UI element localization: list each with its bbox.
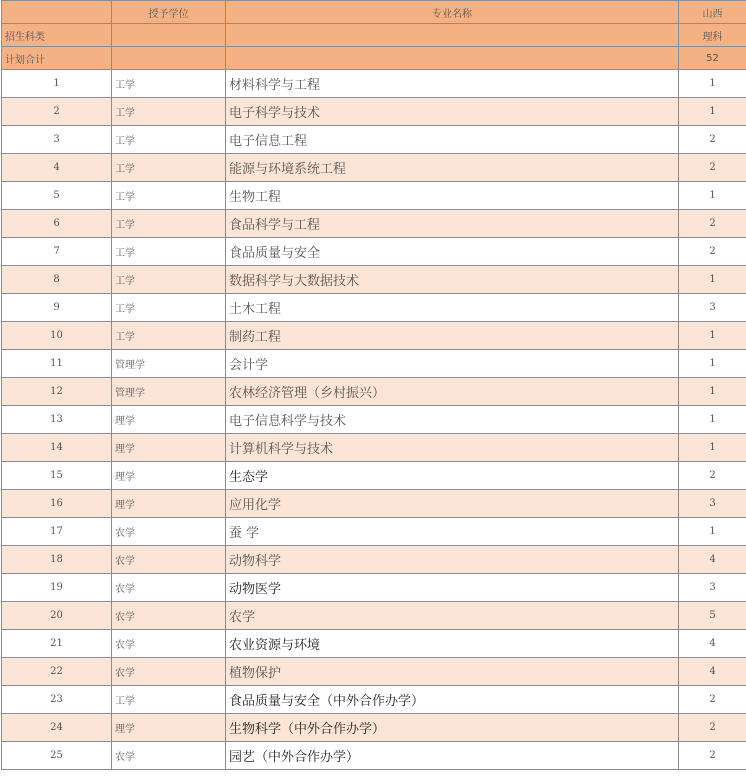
table-row xyxy=(2,630,746,658)
row-count: 2 xyxy=(679,742,746,770)
row-degree: 工学 xyxy=(112,210,226,238)
row-major: 电子信息工程 xyxy=(226,126,679,154)
category-blank-major xyxy=(226,24,679,47)
row-degree: 工学 xyxy=(112,182,226,210)
row-number: 11 xyxy=(2,350,112,378)
row-count: 1 xyxy=(679,378,746,406)
row-count: 2 xyxy=(679,126,746,154)
row-degree: 农学 xyxy=(112,602,226,630)
row-major: 电子科学与技术 xyxy=(226,98,679,126)
row-count: 4 xyxy=(679,658,746,686)
row-degree: 农学 xyxy=(112,742,226,770)
row-major: 农业资源与环境 xyxy=(226,630,679,658)
table-row xyxy=(2,210,746,238)
category-label: 招生科类 xyxy=(2,24,112,47)
table-row xyxy=(2,266,746,294)
row-count: 1 xyxy=(679,70,746,98)
row-number: 21 xyxy=(2,630,112,658)
row-number: 22 xyxy=(2,658,112,686)
row-degree: 工学 xyxy=(112,126,226,154)
header-province: 山西 xyxy=(679,1,746,24)
row-degree: 工学 xyxy=(112,98,226,126)
table-row xyxy=(2,70,746,98)
header-row xyxy=(2,1,746,24)
row-number: 1 xyxy=(2,70,112,98)
row-count: 2 xyxy=(679,462,746,490)
table-row xyxy=(2,434,746,462)
row-major: 园艺（中外合作办学） xyxy=(226,742,679,770)
row-degree: 工学 xyxy=(112,686,226,714)
row-count: 1 xyxy=(679,182,746,210)
row-degree: 理学 xyxy=(112,434,226,462)
row-count: 3 xyxy=(679,294,746,322)
row-number: 5 xyxy=(2,182,112,210)
row-count: 2 xyxy=(679,686,746,714)
row-number: 8 xyxy=(2,266,112,294)
row-number: 6 xyxy=(2,210,112,238)
row-number: 10 xyxy=(2,322,112,350)
row-major: 植物保护 xyxy=(226,658,679,686)
table-row xyxy=(2,546,746,574)
table-row xyxy=(2,126,746,154)
table-row xyxy=(2,154,746,182)
row-number: 23 xyxy=(2,686,112,714)
row-number: 3 xyxy=(2,126,112,154)
row-count: 1 xyxy=(679,350,746,378)
row-number: 18 xyxy=(2,546,112,574)
table-row xyxy=(2,98,746,126)
row-number: 17 xyxy=(2,518,112,546)
row-degree: 管理学 xyxy=(112,378,226,406)
row-major: 制药工程 xyxy=(226,322,679,350)
total-blank-degree xyxy=(112,47,226,70)
row-degree: 工学 xyxy=(112,322,226,350)
table-row xyxy=(2,406,746,434)
row-degree: 农学 xyxy=(112,518,226,546)
row-major: 土木工程 xyxy=(226,294,679,322)
table-row xyxy=(2,602,746,630)
row-major: 生物工程 xyxy=(226,182,679,210)
row-major: 生物科学（中外合作办学） xyxy=(226,714,679,742)
row-degree: 农学 xyxy=(112,658,226,686)
row-major: 数据科学与大数据技术 xyxy=(226,266,679,294)
table-row xyxy=(2,658,746,686)
row-degree: 农学 xyxy=(112,574,226,602)
row-count: 4 xyxy=(679,630,746,658)
row-degree: 理学 xyxy=(112,462,226,490)
row-major: 应用化学 xyxy=(226,490,679,518)
row-number: 4 xyxy=(2,154,112,182)
row-count: 2 xyxy=(679,210,746,238)
row-number: 16 xyxy=(2,490,112,518)
row-number: 7 xyxy=(2,238,112,266)
row-count: 2 xyxy=(679,714,746,742)
header-corner-cell xyxy=(2,1,112,24)
table-row xyxy=(2,462,746,490)
total-row xyxy=(2,47,746,70)
row-count: 2 xyxy=(679,238,746,266)
table-row xyxy=(2,714,746,742)
row-number: 15 xyxy=(2,462,112,490)
category-value: 理科 xyxy=(679,24,746,47)
row-major: 农林经济管理（乡村振兴） xyxy=(226,378,679,406)
row-major: 能源与环境系统工程 xyxy=(226,154,679,182)
row-count: 5 xyxy=(679,602,746,630)
row-count: 1 xyxy=(679,266,746,294)
header-major: 专业名称 xyxy=(226,1,679,24)
row-degree: 工学 xyxy=(112,70,226,98)
category-row xyxy=(2,24,746,47)
row-degree: 理学 xyxy=(112,490,226,518)
row-count: 3 xyxy=(679,574,746,602)
row-major: 动物科学 xyxy=(226,546,679,574)
total-label: 计划合计 xyxy=(2,47,112,70)
row-degree: 工学 xyxy=(112,294,226,322)
table-row xyxy=(2,238,746,266)
table-row xyxy=(2,518,746,546)
row-major: 食品质量与安全（中外合作办学） xyxy=(226,686,679,714)
table-row xyxy=(2,182,746,210)
row-number: 20 xyxy=(2,602,112,630)
row-number: 2 xyxy=(2,98,112,126)
row-number: 24 xyxy=(2,714,112,742)
total-value: 52 xyxy=(679,47,746,70)
row-major: 生态学 xyxy=(226,462,679,490)
row-number: 14 xyxy=(2,434,112,462)
row-major: 材料科学与工程 xyxy=(226,70,679,98)
table-row xyxy=(2,378,746,406)
row-major: 食品科学与工程 xyxy=(226,210,679,238)
row-number: 13 xyxy=(2,406,112,434)
row-count: 1 xyxy=(679,322,746,350)
row-number: 9 xyxy=(2,294,112,322)
row-count: 1 xyxy=(679,406,746,434)
row-major: 动物医学 xyxy=(226,574,679,602)
table-row xyxy=(2,686,746,714)
row-number: 19 xyxy=(2,574,112,602)
row-major: 计算机科学与技术 xyxy=(226,434,679,462)
row-major: 会计学 xyxy=(226,350,679,378)
row-count: 1 xyxy=(679,518,746,546)
row-degree: 理学 xyxy=(112,714,226,742)
table-row xyxy=(2,742,746,770)
row-major: 电子信息科学与技术 xyxy=(226,406,679,434)
row-degree: 工学 xyxy=(112,238,226,266)
row-degree: 农学 xyxy=(112,630,226,658)
total-blank-major xyxy=(226,47,679,70)
row-count: 2 xyxy=(679,154,746,182)
row-degree: 管理学 xyxy=(112,350,226,378)
table-row xyxy=(2,322,746,350)
row-major: 农学 xyxy=(226,602,679,630)
row-major: 食品质量与安全 xyxy=(226,238,679,266)
category-blank-degree xyxy=(112,24,226,47)
row-degree: 理学 xyxy=(112,406,226,434)
header-degree: 授予学位 xyxy=(112,1,226,24)
row-number: 12 xyxy=(2,378,112,406)
table-row xyxy=(2,574,746,602)
table-row xyxy=(2,294,746,322)
row-number: 25 xyxy=(2,742,112,770)
table-row xyxy=(2,350,746,378)
row-count: 3 xyxy=(679,490,746,518)
row-count: 4 xyxy=(679,546,746,574)
row-count: 1 xyxy=(679,434,746,462)
row-count: 1 xyxy=(679,98,746,126)
row-major: 蚕 学 xyxy=(226,518,679,546)
row-degree: 工学 xyxy=(112,154,226,182)
row-degree: 农学 xyxy=(112,546,226,574)
table-row xyxy=(2,490,746,518)
row-degree: 工学 xyxy=(112,266,226,294)
enrollment-plan-table xyxy=(1,0,746,770)
